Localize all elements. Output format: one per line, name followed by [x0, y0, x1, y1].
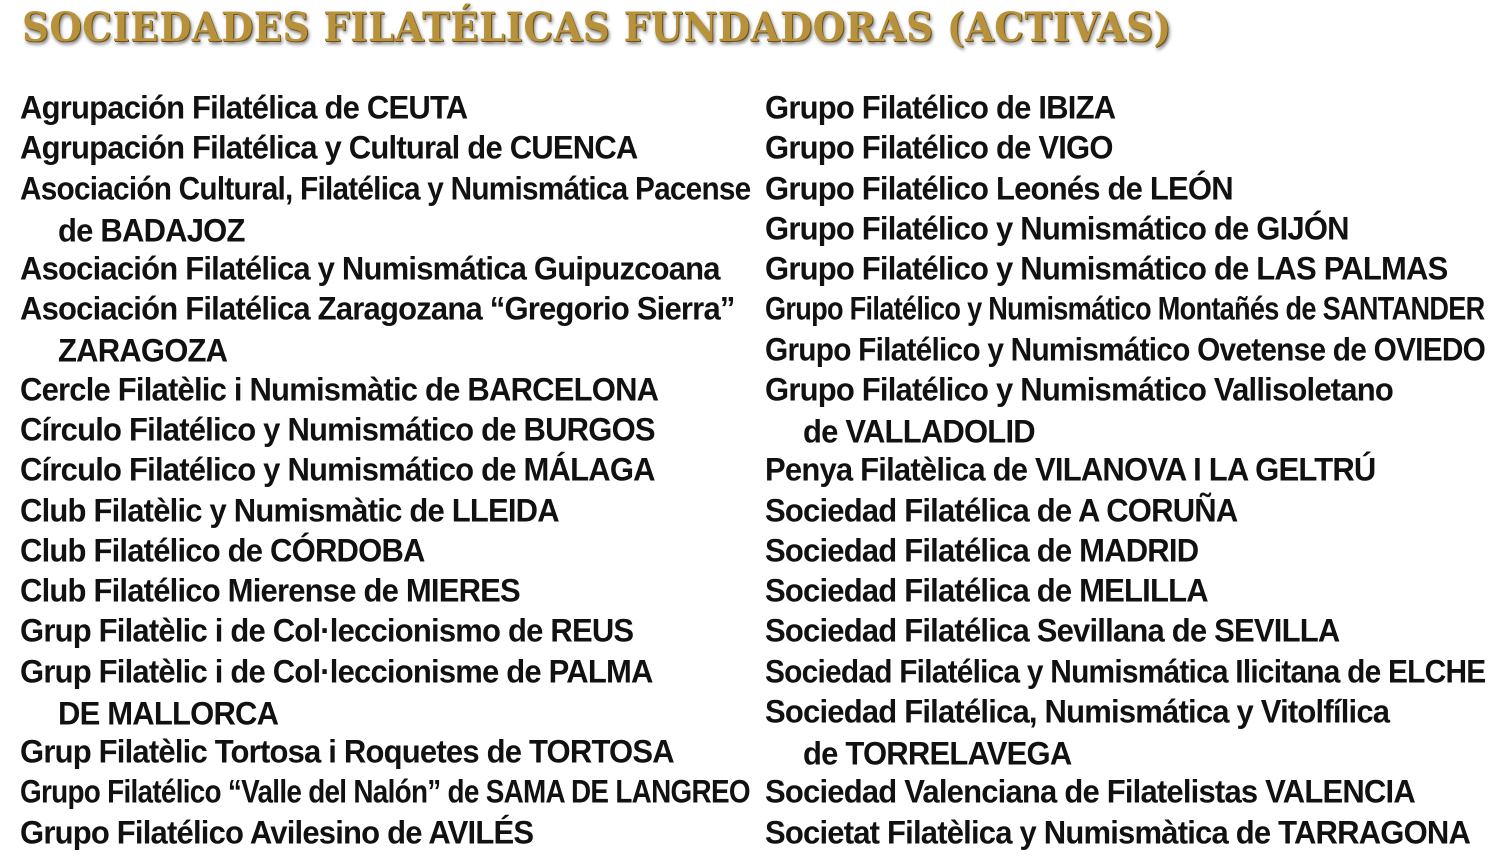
society-name: Sociedad Valenciana de Filatelistas VALENCIA — [765, 773, 1415, 811]
list-item — [20, 530, 750, 572]
society-name: Asociación Filatélica y Numismática Guipuzcoana — [20, 250, 720, 287]
society-name: Societat Filatèlica y Numismàtica de TARRAGONA — [765, 813, 1471, 851]
society-name-continuation: de BADAJOZ — [58, 211, 245, 249]
society-name: Sociedad Filatélica y Numismática Ilicitana de ELCHE — [765, 652, 1486, 690]
society-name: Club Filatèlic y Numismàtic de LLEIDA — [20, 491, 559, 529]
society-name-continuation: de TORRELAVEGA — [803, 735, 1072, 772]
list-item — [765, 570, 1485, 612]
society-name-continuation: ZARAGOZA — [58, 332, 228, 370]
society-name: Grup Filatèlic i de Col·leccionisme de PALMA — [20, 652, 653, 690]
list-item — [20, 248, 750, 290]
society-name: Club Filatélico de CÓRDOBA — [20, 531, 425, 569]
society-name: Sociedad Filatélica, Numismática y Vitolfílica — [765, 692, 1390, 730]
society-name: Grupo Filatélico Avilesino de AVILÉS — [20, 813, 534, 851]
society-name: Sociedad Filatélica de A CORUÑA — [765, 491, 1238, 529]
society-name: Asociación Cultural, Filatélica y Numismática Pacense — [20, 169, 751, 207]
list-item — [20, 449, 750, 491]
society-name-continuation: DE MALLORCA — [58, 694, 279, 732]
list-item — [765, 812, 1485, 854]
society-name: Grup Filatèlic Tortosa i Roquetes de TORTOSA — [20, 733, 674, 770]
society-name-continuation: de VALLADOLID — [803, 413, 1035, 450]
list-item — [765, 449, 1485, 491]
society-name: Grup Filatèlic i de Col·leccionismo de REUS — [20, 612, 634, 650]
society-name: Grupo Filatélico y Numismático Montañés de SANTANDER — [765, 290, 1485, 328]
list-item — [20, 731, 750, 773]
list-item — [765, 288, 1485, 330]
society-name: Club Filatélico Mierense de MIERES — [20, 572, 520, 609]
society-name: Agrupación Filatélica de CEUTA — [20, 89, 468, 126]
society-name: Grupo Filatélico de VIGO — [765, 129, 1113, 167]
society-name: Grupo Filatélico “Valle del Nalón” de SAMA DE LANGREO — [20, 773, 750, 811]
society-name: Círculo Filatélico y Numismático de MÁLAGA — [20, 451, 655, 489]
list-item — [20, 651, 750, 736]
list-item — [20, 409, 750, 451]
list-item — [20, 288, 750, 373]
list-item — [765, 530, 1485, 572]
list-item — [20, 771, 750, 813]
list-item — [765, 168, 1485, 210]
list-item — [765, 87, 1485, 129]
right-society-list — [765, 87, 1485, 852]
list-item — [20, 570, 750, 612]
society-name: Grupo Filatélico de IBIZA — [765, 89, 1116, 126]
society-name: Círculo Filatélico y Numismático de BURGOS — [20, 411, 655, 448]
list-item — [765, 369, 1485, 454]
list-item — [765, 651, 1485, 693]
list-item — [20, 127, 750, 169]
society-name: Sociedad Filatélica de MELILLA — [765, 572, 1208, 609]
society-name: Penya Filatèlica de VILANOVA I LA GELTRÚ — [765, 451, 1376, 489]
page-title: SOCIEDADES FILATÉLICAS FUNDADORAS (ACTIVAS) — [22, 4, 1172, 51]
list-item — [20, 610, 750, 652]
society-name: Grupo Filatélico y Numismático de GIJÓN — [765, 209, 1349, 247]
society-name: Grupo Filatélico Leonés de LEÓN — [765, 169, 1233, 207]
list-item — [765, 248, 1485, 290]
list-item — [765, 490, 1485, 532]
society-name: Agrupación Filatélica y Cultural de CUENCA — [20, 129, 638, 167]
list-item — [765, 127, 1485, 169]
society-name: Grupo Filatélico y Numismático de LAS PALMAS — [765, 250, 1448, 287]
society-name: Grupo Filatélico y Numismático Vallisoletano — [765, 370, 1394, 408]
society-name: Grupo Filatélico y Numismático Ovetense de OVIEDO — [765, 330, 1486, 368]
society-name: Asociación Filatélica Zaragozana “Gregorio Sierra” — [20, 290, 735, 328]
left-society-list — [20, 87, 750, 852]
society-name: Cercle Filatèlic i Numismàtic de BARCELONA — [20, 370, 659, 408]
list-item — [765, 771, 1485, 813]
society-name: Sociedad Filatélica Sevillana de SEVILLA — [765, 612, 1340, 650]
list-item — [20, 87, 750, 129]
list-item — [20, 369, 750, 411]
list-item — [765, 208, 1485, 250]
list-item — [765, 610, 1485, 652]
list-item — [765, 329, 1485, 371]
list-item — [20, 490, 750, 532]
list-item — [20, 812, 750, 854]
list-item — [20, 168, 750, 253]
list-item — [765, 691, 1485, 776]
society-name: Sociedad Filatélica de MADRID — [765, 531, 1199, 569]
